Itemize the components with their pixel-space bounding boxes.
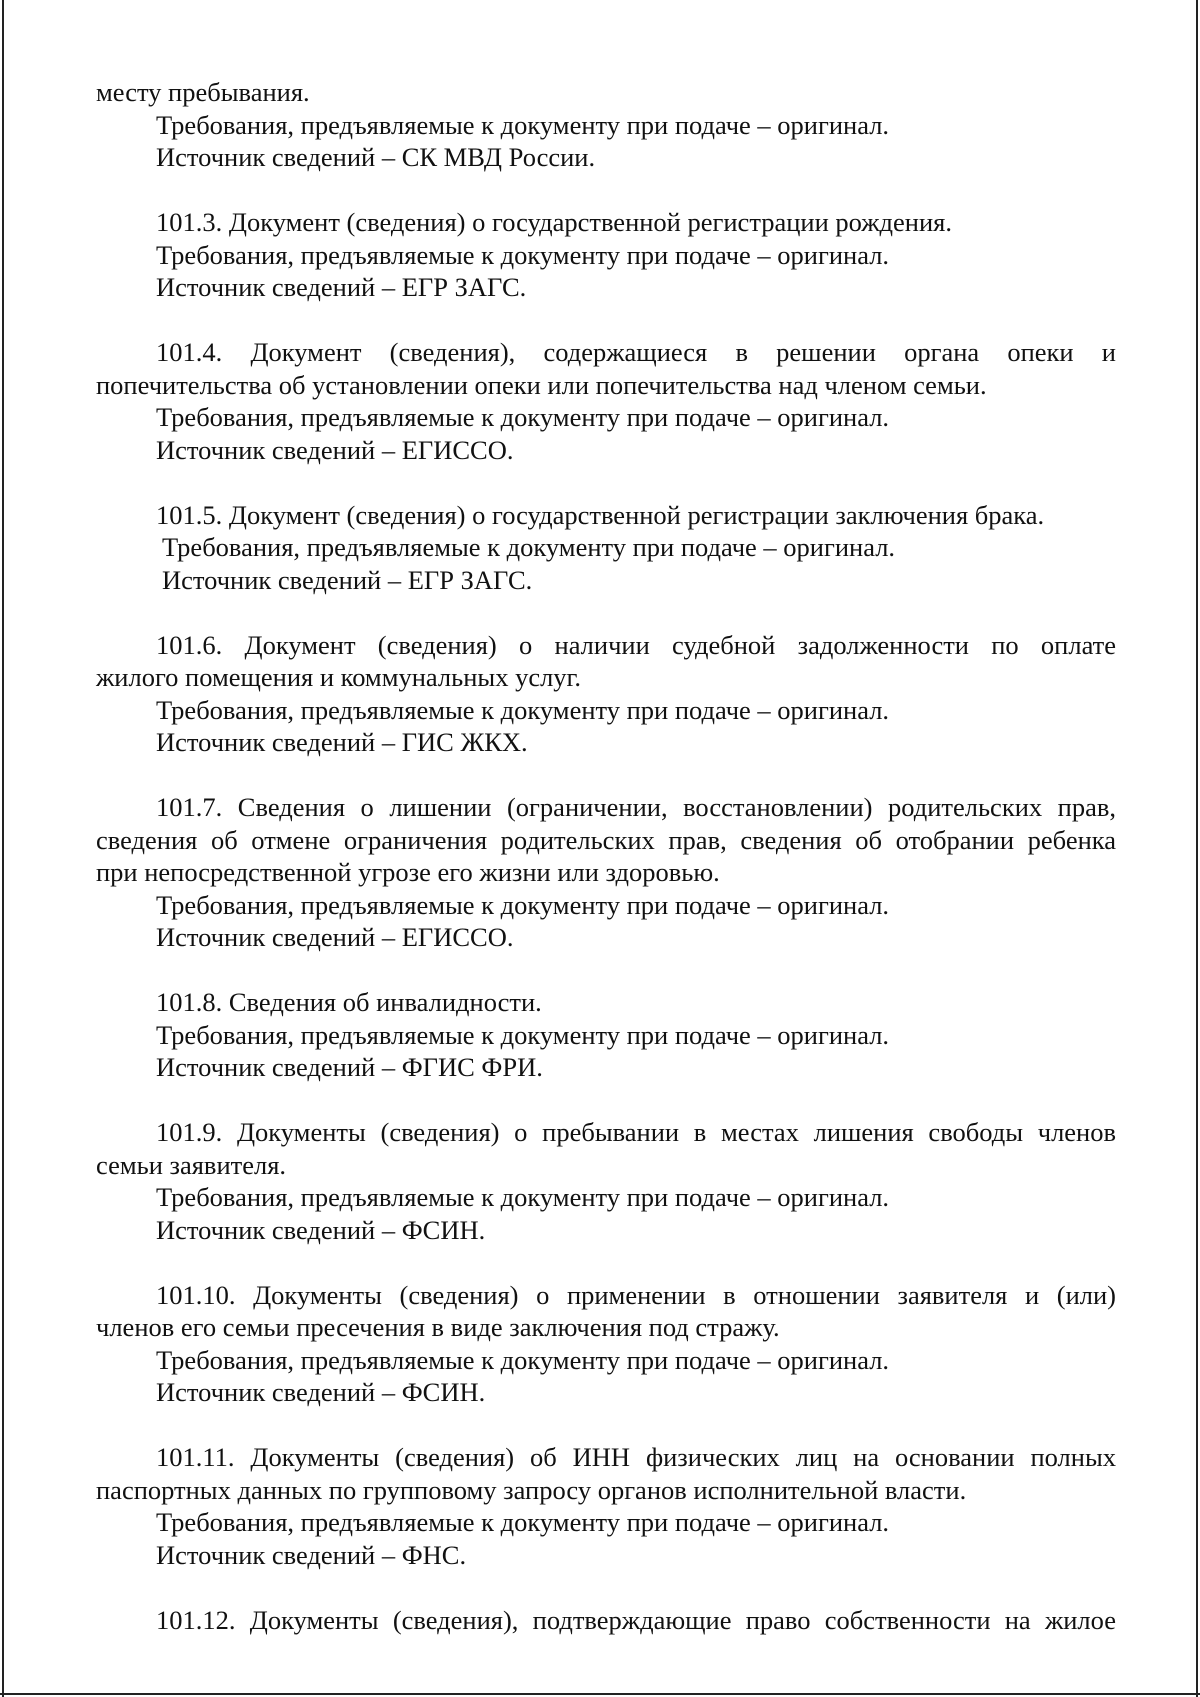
item-101-4-heading-cont: попечительства об установлении опеки или попечительства над членом семьи.	[96, 369, 987, 400]
item-101-4-heading: 101.4. Документ (сведения), содержащиеся в решении органа опеки и	[156, 337, 1116, 367]
requirements-line: Требования, предъявляемые к документу при подаче – оригинал.	[156, 109, 890, 140]
requirements-line: Требования, предъявляемые к документу при подаче – оригинал.	[156, 1344, 890, 1375]
item-101-7-heading: 101.7. Сведения о лишении (ограничении, восстановлении) родительских прав,	[156, 792, 1116, 822]
requirements-line: Требования, предъявляемые к документу при подаче – оригинал.	[156, 889, 890, 920]
item-101-7-heading-cont: сведения об отмене ограничения родительских прав, сведения об отобрании ребенка	[96, 824, 1116, 855]
item-101-9-heading-cont: семьи заявителя.	[96, 1149, 287, 1180]
source-line: Источник сведений – ФГИС ФРИ.	[156, 1052, 543, 1082]
requirements-line: Требования, предъявляемые к документу при подаче – оригинал.	[156, 694, 890, 725]
item-101-6-heading-cont: жилого помещения и коммунальных услуг.	[96, 662, 582, 692]
scan-border-bottom	[0, 1693, 1200, 1695]
item-101-12-heading: 101.12. Документы (сведения), подтверждающие право собственности на жилое	[156, 1604, 1116, 1635]
paragraph-gap	[96, 1571, 1116, 1604]
source-line: Источник сведений – ЕГР ЗАГС.	[162, 564, 533, 595]
item-101-5-heading: 101.5. Документ (сведения) о государственной регистрации заключения брака.	[156, 499, 1045, 530]
requirements-line: Требования, предъявляемые к документу при подаче – оригинал.	[156, 239, 890, 270]
source-line: Источник сведений – ЕГИССО.	[156, 434, 514, 465]
item-101-11-heading: 101.11. Документы (сведения) об ИНН физических лиц на основании полных	[156, 1442, 1116, 1472]
source-line: Источник сведений – СК МВД России.	[156, 142, 596, 172]
requirements-line: Требования, предъявляемые к документу при подаче – оригинал.	[156, 1182, 890, 1212]
requirements-line: Требования, предъявляемые к документу при подаче – оригинал.	[156, 402, 890, 432]
item-101-10-heading: 101.10. Документы (сведения) о применении в отношении заявителя и (или)	[156, 1279, 1116, 1310]
paragraph-gap	[96, 596, 1116, 629]
scan-border-right	[1196, 0, 1198, 1697]
source-line: Источник сведений – ЕГР ЗАГС.	[156, 272, 527, 302]
paragraph-gap	[96, 174, 1116, 207]
requirements-line: Требования, предъявляемые к документу при подаче – оригинал.	[156, 1019, 890, 1050]
item-101-10-heading-cont: членов его семьи пресечения в виде заключения под стражу.	[96, 1312, 780, 1342]
requirements-line: Требования, предъявляемые к документу при подаче – оригинал.	[156, 1507, 890, 1537]
requirements-line: Требования, предъявляемые к документу при подаче – оригинал.	[162, 532, 896, 562]
source-line: Источник сведений – ФСИН.	[156, 1377, 486, 1407]
document-body	[96, 76, 1116, 1636]
source-line: Источник сведений – ЕГИССО.	[156, 922, 514, 952]
item-101-8-heading: 101.8. Сведения об инвалидности.	[156, 987, 542, 1017]
paragraph-gap	[96, 954, 1116, 987]
item-101-6-heading: 101.6. Документ (сведения) о наличии судебной задолженности по оплате	[156, 629, 1116, 660]
paragraph-gap	[96, 466, 1116, 499]
paragraph-gap	[96, 759, 1116, 792]
source-line: Источник сведений – ФНС.	[156, 1539, 467, 1570]
item-101-7-heading-cont: при непосредственной угрозе его жизни или здоровью.	[96, 857, 720, 887]
source-line: Источник сведений – ГИС ЖКХ.	[156, 727, 528, 757]
text-line: месту пребывания.	[96, 77, 310, 107]
scan-border-left	[2, 0, 4, 1697]
item-101-9-heading: 101.9. Документы (сведения) о пребывании в местах лишения свободы членов	[156, 1117, 1116, 1147]
paragraph-gap	[96, 1246, 1116, 1279]
item-101-3-heading: 101.3. Документ (сведения) о государственной регистрации рождения.	[156, 207, 952, 237]
paragraph-gap	[96, 304, 1116, 337]
item-101-11-heading-cont: паспортных данных по групповому запросу органов исполнительной власти.	[96, 1474, 967, 1505]
paragraph-gap	[96, 1084, 1116, 1117]
paragraph-gap	[96, 1409, 1116, 1442]
source-line: Источник сведений – ФСИН.	[156, 1214, 486, 1245]
